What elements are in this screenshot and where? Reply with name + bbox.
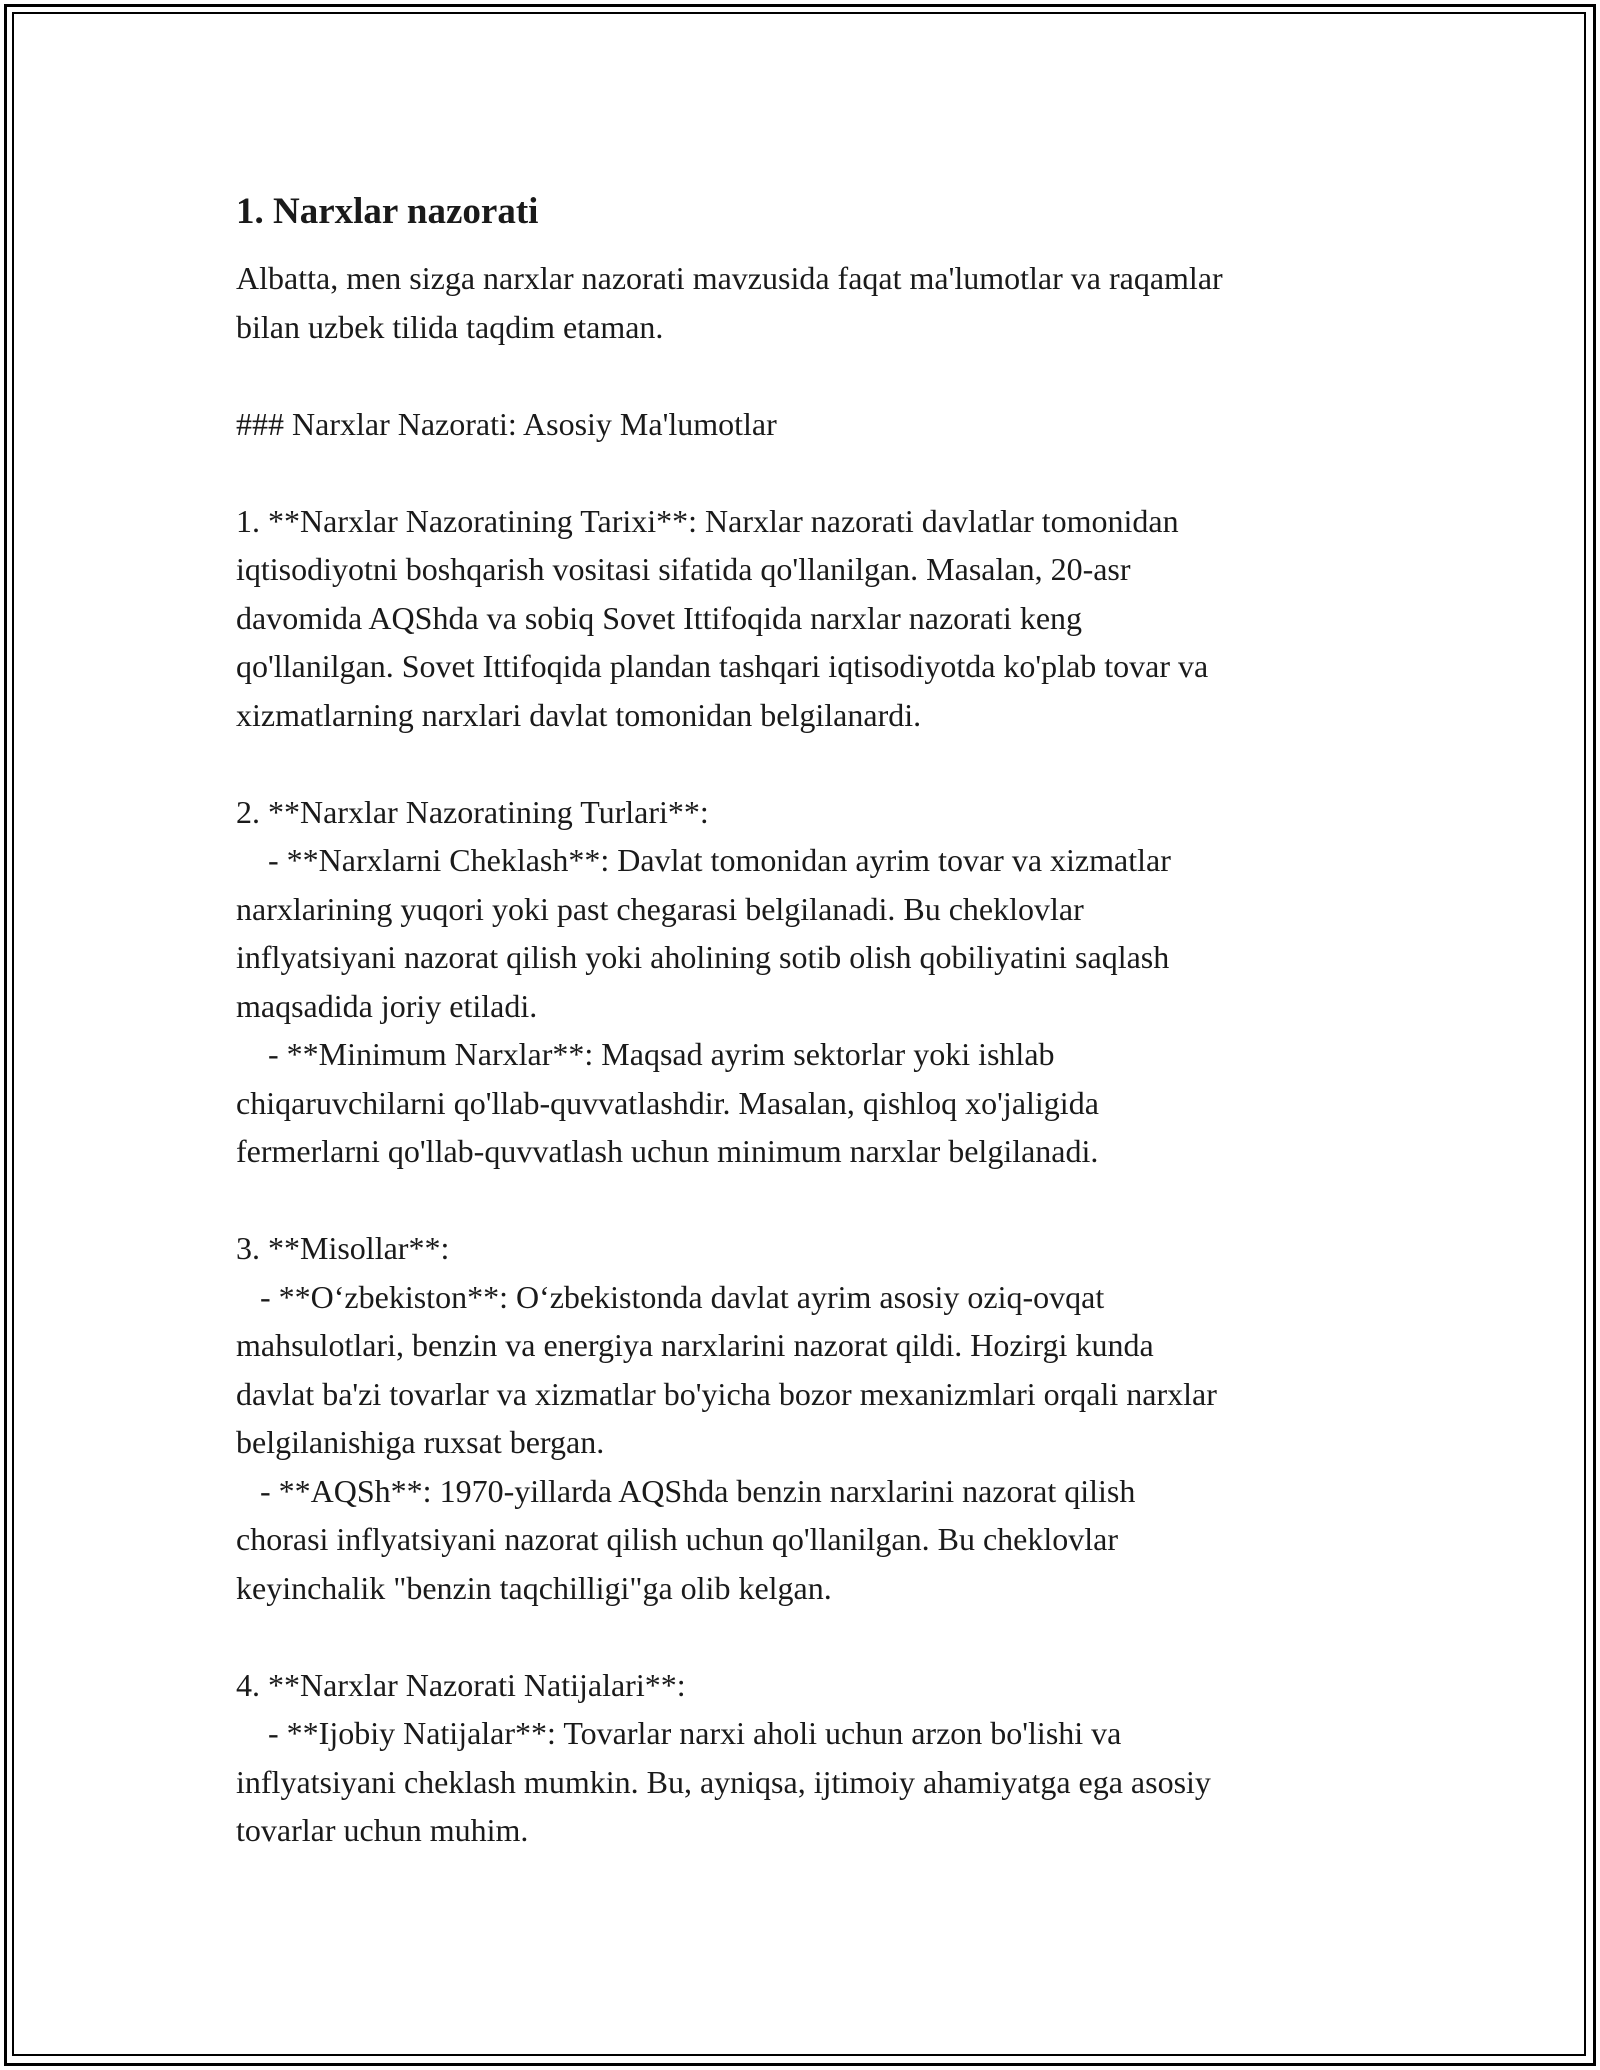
page-title: 1. Narxlar nazorati xyxy=(236,191,539,232)
list-item-usa: - **AQSh**: 1970-yillarda AQShda benzin narxlarini nazorat qilish chorasi inflyatsiyani nazorat qilish uchun qo'llanilgan. Bu cheklovlar keyinchalik "benzin taqchilligi"ga olib kelgan. xyxy=(236,1472,1136,1606)
list-item-positive-results: - **Ijobiy Natijalar**: Tovarlar narxi aholi uchun arzon bo'lishi va inflyatsiyani cheklash mumkin. Bu, ayniqsa, ijtimoiy ahamiyatga ega asosiy tovarlar uchun muhim. xyxy=(236,1715,1211,1848)
section-types-heading: 2. **Narxlar Nazoratining Turlari**: xyxy=(236,793,709,830)
document-body xyxy=(236,184,1376,1903)
section-results-heading: 4. **Narxlar Nazorati Natijalari**: xyxy=(236,1666,686,1703)
section-types xyxy=(236,788,1376,1176)
section-examples xyxy=(236,1224,1376,1612)
list-item-minimum-prices: - **Minimum Narxlar**: Maqsad ayrim sektorlar yoki ishlab chiqaruvchilarni qo'llab-quvvatlashdir. Masalan, qishloq xo'jaligida fermerlarni qo'llab-quvvatlash uchun minimum narxlar belgilanadi. xyxy=(236,1036,1099,1169)
list-item-uzbekistan: - **O‘zbekiston**: O‘zbekistonda davlat ayrim asosiy oziq-ovqat mahsulotlari, benzin va energiya narxlarini nazorat qildi. Hozirgi kunda davlat ba'zi tovarlar va xizmatlar bo'yicha bozor mexanizmlari orqali narxlar belgilanishiga ruxsat bergan. xyxy=(236,1278,1217,1460)
subheading: ### Narxlar Nazorati: Asosiy Ma'lumotlar xyxy=(236,405,777,442)
list-item-price-ceiling: - **Narxlarni Cheklash**: Davlat tomonidan ayrim tovar va xizmatlar narxlarining yuqori yoki past chegarasi belgilanadi. Bu cheklovlar inflyatsiyani nazorat qilish yoki aholining sotib olish qobiliyatini saqlash maqsadida joriy etiladi. xyxy=(236,842,1171,1024)
section-examples-heading: 3. **Misollar**: xyxy=(236,1230,450,1266)
section-results xyxy=(236,1661,1376,1855)
intro-paragraph: Albatta, men sizga narxlar nazorati mavzusida faqat ma'lumotlar va raqamlar bilan uzbek tilida taqdim etaman. xyxy=(236,260,1223,345)
section-history: 1. **Narxlar Nazoratining Tarixi**: Narxlar nazorati davlatlar tomonidan iqtisodiyotni boshqarish vositasi sifatida qo'llanilgan. Masalan, 20-asr davomida AQShda va sobiq Sovet Ittifoqida narxlar nazorati keng qo'llanilgan. Sovet Ittifoqida plandan tashqari iqtisodiyotda ko'plab tovar va xizmatlarning narxlari davlat tomonidan belgilanardi. xyxy=(236,502,1209,733)
